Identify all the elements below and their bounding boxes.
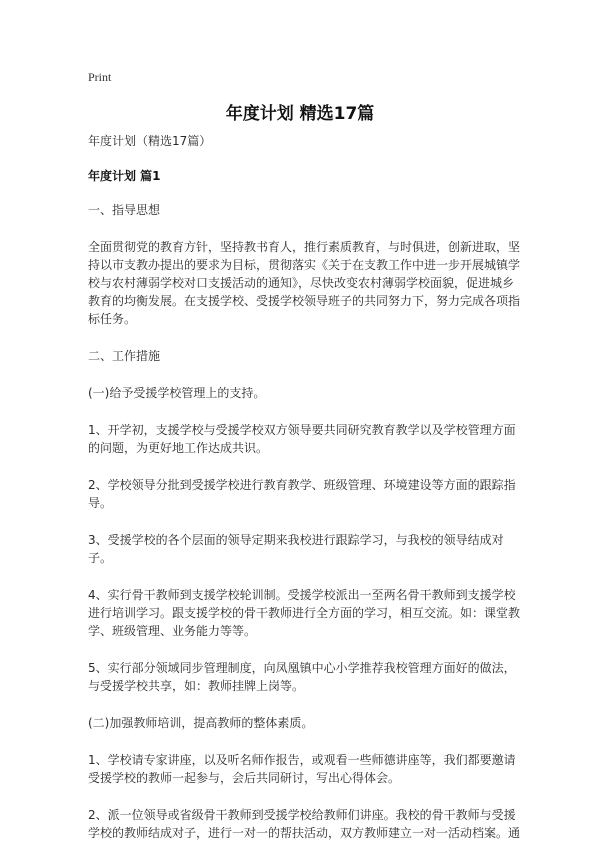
paragraph: 2、派一位领导或省级骨干教师到受援学校给教师们讲座。我校的骨干教师与受援学校的教师结成对子，进行一对一的帮扶活动，双方教师建立一对一活动档案。通 xyxy=(88,808,521,840)
paragraph: 1、开学初，支援学校与受援学校双方领导要共同研究教育教学以及学校管理方面的问题，为更好地工作达成共识。 xyxy=(88,423,516,455)
paragraph: 5、实行部分领域同步管理制度，向凤凰镇中心小学推荐我校管理方面好的做法，与受援学校共享，如：教师挂牌上岗等。 xyxy=(88,661,516,693)
paragraph: 4、实行骨干教师到支援学校轮训制。受援学校派出一至两名骨干教师到支援学校进行培训学习。跟支援学校的骨干教师进行全方面的学习，相互交流。如：课堂教学、班级管理、业务能力等等。 xyxy=(88,588,521,638)
paragraph: 1、学校请专家讲座，以及听名师作报告，或观看一些师德讲座等，我们都要邀请受援学校的教师一起参与，会后共同研讨，写出心得体会。 xyxy=(88,753,516,785)
print-label[interactable]: Print xyxy=(88,70,112,84)
paragraph: 二、工作措施 xyxy=(88,349,161,363)
paragraph: (一)给予受援学校管理上的支持。 xyxy=(88,386,266,400)
document-body xyxy=(88,132,520,861)
document-title: 年度计划 精选17篇 xyxy=(225,104,375,124)
section-heading: 年度计划 篇1 xyxy=(88,169,161,183)
paragraph: (二)加强教师培训，提高教师的整体素质。 xyxy=(88,716,314,730)
paragraph: 全面贯彻党的教育方针，坚持教书育人，推行素质教育，与时俱进，创新进取，坚持以市支教办提出的要求为目标，贯彻落实《关于在支教工作中进一步开展城镇学校与农村薄弱学校对口支援活动的通知》，尽快改变农村薄弱学校面貌，促进城乡教育的均衡发展。在支援学校、受援学校领导班子的共同努力下，努力完成各项指标任务。 xyxy=(88,240,521,326)
paragraph: 3、受援学校的各个层面的领导定期来我校进行跟踪学习，与我校的领导结成对子。 xyxy=(88,533,504,565)
paragraph: 2、学校领导分批到受援学校进行教育教学、班级管理、环境建设等方面的跟踪指导。 xyxy=(88,478,516,510)
document-subtitle: 年度计划（精选17篇） xyxy=(88,134,212,148)
paragraph: 一、指导思想 xyxy=(88,203,161,217)
